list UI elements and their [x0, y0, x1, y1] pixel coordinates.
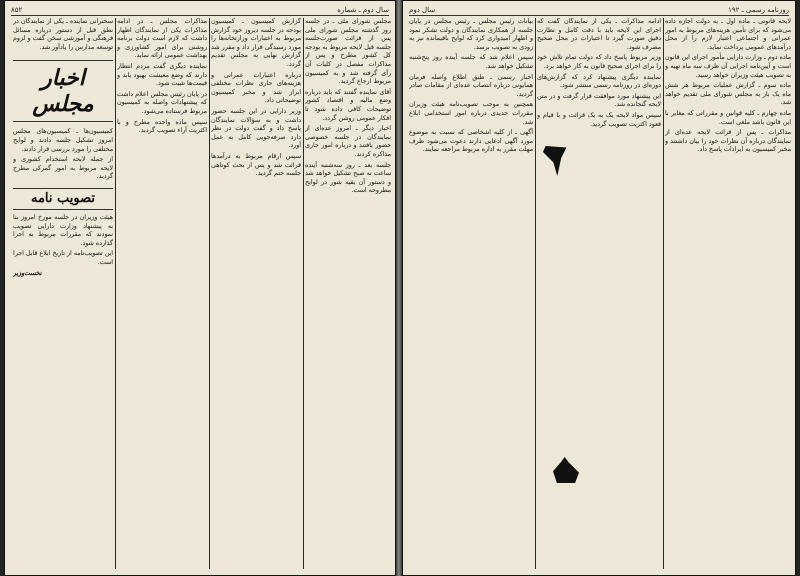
paragraph: سپس ارقام مربوط به درآمدها قرائت شد و پس از بحث کوتاهی جلسه ختم گردید.: [211, 152, 301, 178]
paragraph: ادامه مذاکرات ـ یکی از نمایندگان گفت که اجرای این لایحه باید با دقت کامل و نظارت دقیق صورت گیرد تا اعتبارات در محل صحیح مصرف شود.: [537, 18, 661, 51]
left-column-3: [117, 18, 207, 569]
left-running-head: [11, 4, 389, 16]
column-rule: [663, 18, 664, 569]
paragraph: گزارش کمیسیون ـ کمیسیون بودجه در جلسه دیروز خود گزارش مربوط به اعتبارات وزارتخانه‌ها را مورد رسیدگی قرار داد و مقرر شد گزارش نهایی به مجلس تقدیم گردد.: [211, 18, 301, 68]
paragraph: هیئت وزیران در جلسه مورخ امروز بنا به پیشنهاد وزارت دارایی تصویب نمودند که مقررات مربوط به اجرا گذارده شود.: [13, 213, 113, 247]
column-rule: [209, 18, 210, 569]
paragraph: وزیر دارایی در این جلسه حضور داشت و به سؤالات نمایندگان پاسخ داد و گفت دولت در نظر دارد صرفه‌جویی کامل به عمل آورد.: [211, 107, 301, 150]
paragraph: مذاکرات ـ پس از قرائت لایحه عده‌ای از نمایندگان درباره آن نظرات خود را بیان داشتند و مخبر کمیسیون به ایرادات پاسخ داد.: [665, 129, 791, 154]
paragraph: اخبار رسمی ـ طبق اطلاع واصله فرمان همایونی درباره انتصاب عده‌ای از مقامات صادر گردید.: [409, 73, 533, 98]
right-running-head-left: سال دوم: [409, 5, 436, 14]
paragraph: جلسه بعد ـ روز سه‌شنبه آینده ساعت نه صبح تشکیل خواهد شد و دستور آن بقیه شور در لوایح مطروحه است.: [305, 161, 391, 195]
paragraph: سپس ماده واحده مطرح و با اکثریت آراء تصویب گردید.: [117, 118, 207, 135]
paragraph: همچنین به موجب تصویب‌نامه هیئت وزیران مقررات جدیدی درباره امور استخدامی ابلاغ شد.: [409, 101, 533, 126]
left-column-4: [13, 18, 113, 569]
paragraph: مذاکرات مجلس ـ در ادامه مذاکرات یکی از نمایندگان اظهار داشت که لازم است دولت برنامه روشنی برای امور کشاورزی و بهداشت عمومی ارائه نماید.: [117, 18, 207, 60]
left-page: [4, 0, 396, 576]
paragraph: این پیشنهاد مورد موافقت قرار گرفت و در متن لایحه گنجانده شد.: [537, 92, 661, 109]
masthead-title: اخبار مجلس: [13, 60, 113, 122]
paragraph: بیانات رئیس مجلس ـ رئیس مجلس در پایان جلسه از همکاری نمایندگان و دولت تشکر نمود و اظهار امیدواری کرد که لوایح باقیمانده نیز به زودی به تصویب برسد.: [409, 18, 533, 51]
right-column-2: [537, 18, 661, 569]
paragraph: در پایان رئیس مجلس اعلام داشت که پیشنهادات واصله به کمیسیون مربوط فرستاده می‌شود.: [117, 90, 207, 115]
column-rule: [535, 18, 536, 569]
right-running-head: [409, 4, 789, 16]
right-running-head-right: روزنامه رسمی ـ ۱۹۲: [728, 5, 789, 14]
right-column-1: [665, 18, 791, 569]
paragraph: مجلس شورای ملی ـ در جلسه روز گذشته مجلس شورای ملی پس از قرائت صورت‌جلسه جلسه قبل لایحه مربوط به بودجه کل کشور مطرح و پس از مذاکرات مفصل در کلیات آن رأی گرفته شد و به کمیسیون مربوط ارجاع گردید.: [305, 18, 391, 86]
paragraph: ماده چهارم ـ کلیه قوانین و مقرراتی که مغایر با این قانون باشد ملغی است.: [665, 109, 791, 126]
right-column-3: [409, 18, 533, 569]
paragraph: آقای نماینده گفتند که باید درباره وضع مالیه و اقتصاد کشور توضیحات کافی داده شود تا افکار عمومی روشن گردد.: [305, 88, 391, 122]
paragraph: سپس اعلام شد که جلسه آینده روز پنج‌شنبه تشکیل خواهد شد.: [409, 54, 533, 70]
left-running-head-left: ۸۵۲: [11, 5, 23, 14]
column-rule: [115, 18, 116, 569]
paragraph: کمیسیون‌ها ـ کمیسیون‌های مجلس امروز تشکیل جلسه دادند و لوایح مختلفی را مورد بررسی قرار دادند.: [13, 128, 113, 153]
paragraph: از جمله لایحه استخدام کشوری و لایحه مربوط به امور گمرکی مطرح گردید.: [13, 156, 113, 181]
left-running-head-right: سال دوم ـ شماره: [337, 5, 389, 14]
paragraph: سپس مواد لایحه یک به یک قرائت و با قیام و قعود اکثریت تصویب گردید.: [537, 111, 661, 128]
paragraph: ماده سوم ـ گزارش عملیات مربوط هر شش ماه یک بار به مجلس شورای ملی تقدیم خواهد شد.: [665, 82, 791, 107]
paragraph: نماینده دیگری پیشنهاد کرد که گزارش‌های دوره‌ای در روزنامه رسمی منتشر شود.: [537, 73, 661, 90]
right-page: [402, 0, 796, 576]
paragraph: لایحه قانونی ـ ماده اول ـ به دولت اجازه داده می‌شود که برای تأمین هزینه‌های مربوط به امور عمرانی و اجتماعی اعتبار لازم را از محل درآمدهای عمومی پرداخت نماید.: [665, 18, 791, 51]
paragraph: نماینده دیگری گفت مردم انتظار دارند که وضع معیشت بهبود یابد و قیمت‌ها تثبیت شود.: [117, 62, 207, 88]
paragraph: آگهی ـ از کلیه اشخاصی که نسبت به موضوع مورد آگهی ادعایی دارند دعوت می‌شود ظرف مهلت مقرر به اداره مربوط مراجعه نمایند.: [409, 129, 533, 154]
paragraph: وزیر مربوط پاسخ داد که دولت تمام تلاش خود را برای اجرای صحیح قانون به کار خواهد برد.: [537, 54, 661, 70]
paragraph: این تصویب‌نامه از تاریخ ابلاغ قابل اجرا است.: [13, 250, 113, 266]
left-column-2: [211, 18, 301, 569]
column-rule: [303, 18, 304, 569]
section-title: تصویب نامه: [13, 188, 113, 210]
paragraph: درباره اعتبارات عمرانی و هزینه‌های جاری نظرات مختلفی ابراز شد و مخبر کمیسیون توضیحاتی داد.: [211, 71, 301, 105]
paragraph: اخبار دیگر ـ امروز عده‌ای از نمایندگان در جلسه خصوصی حضور یافتند و درباره امور جاری مذاکره کردند.: [305, 125, 391, 158]
left-column-1: [305, 18, 391, 569]
paragraph: سخنرانی نماینده ـ یکی از نمایندگان در نطق قبل از دستور درباره مسائل فرهنگی و آموزشی سخن گفت و لزوم توسعه مدارس را یادآور شد.: [13, 18, 113, 51]
signoff: نخست‌وزیر: [13, 269, 42, 277]
paragraph: ماده دوم ـ وزارت دارایی مأمور اجرای این قانون است و آیین‌نامه اجرایی آن ظرف سه ماه تهیه و به تصویب هیئت وزیران خواهد رسید.: [665, 54, 791, 79]
